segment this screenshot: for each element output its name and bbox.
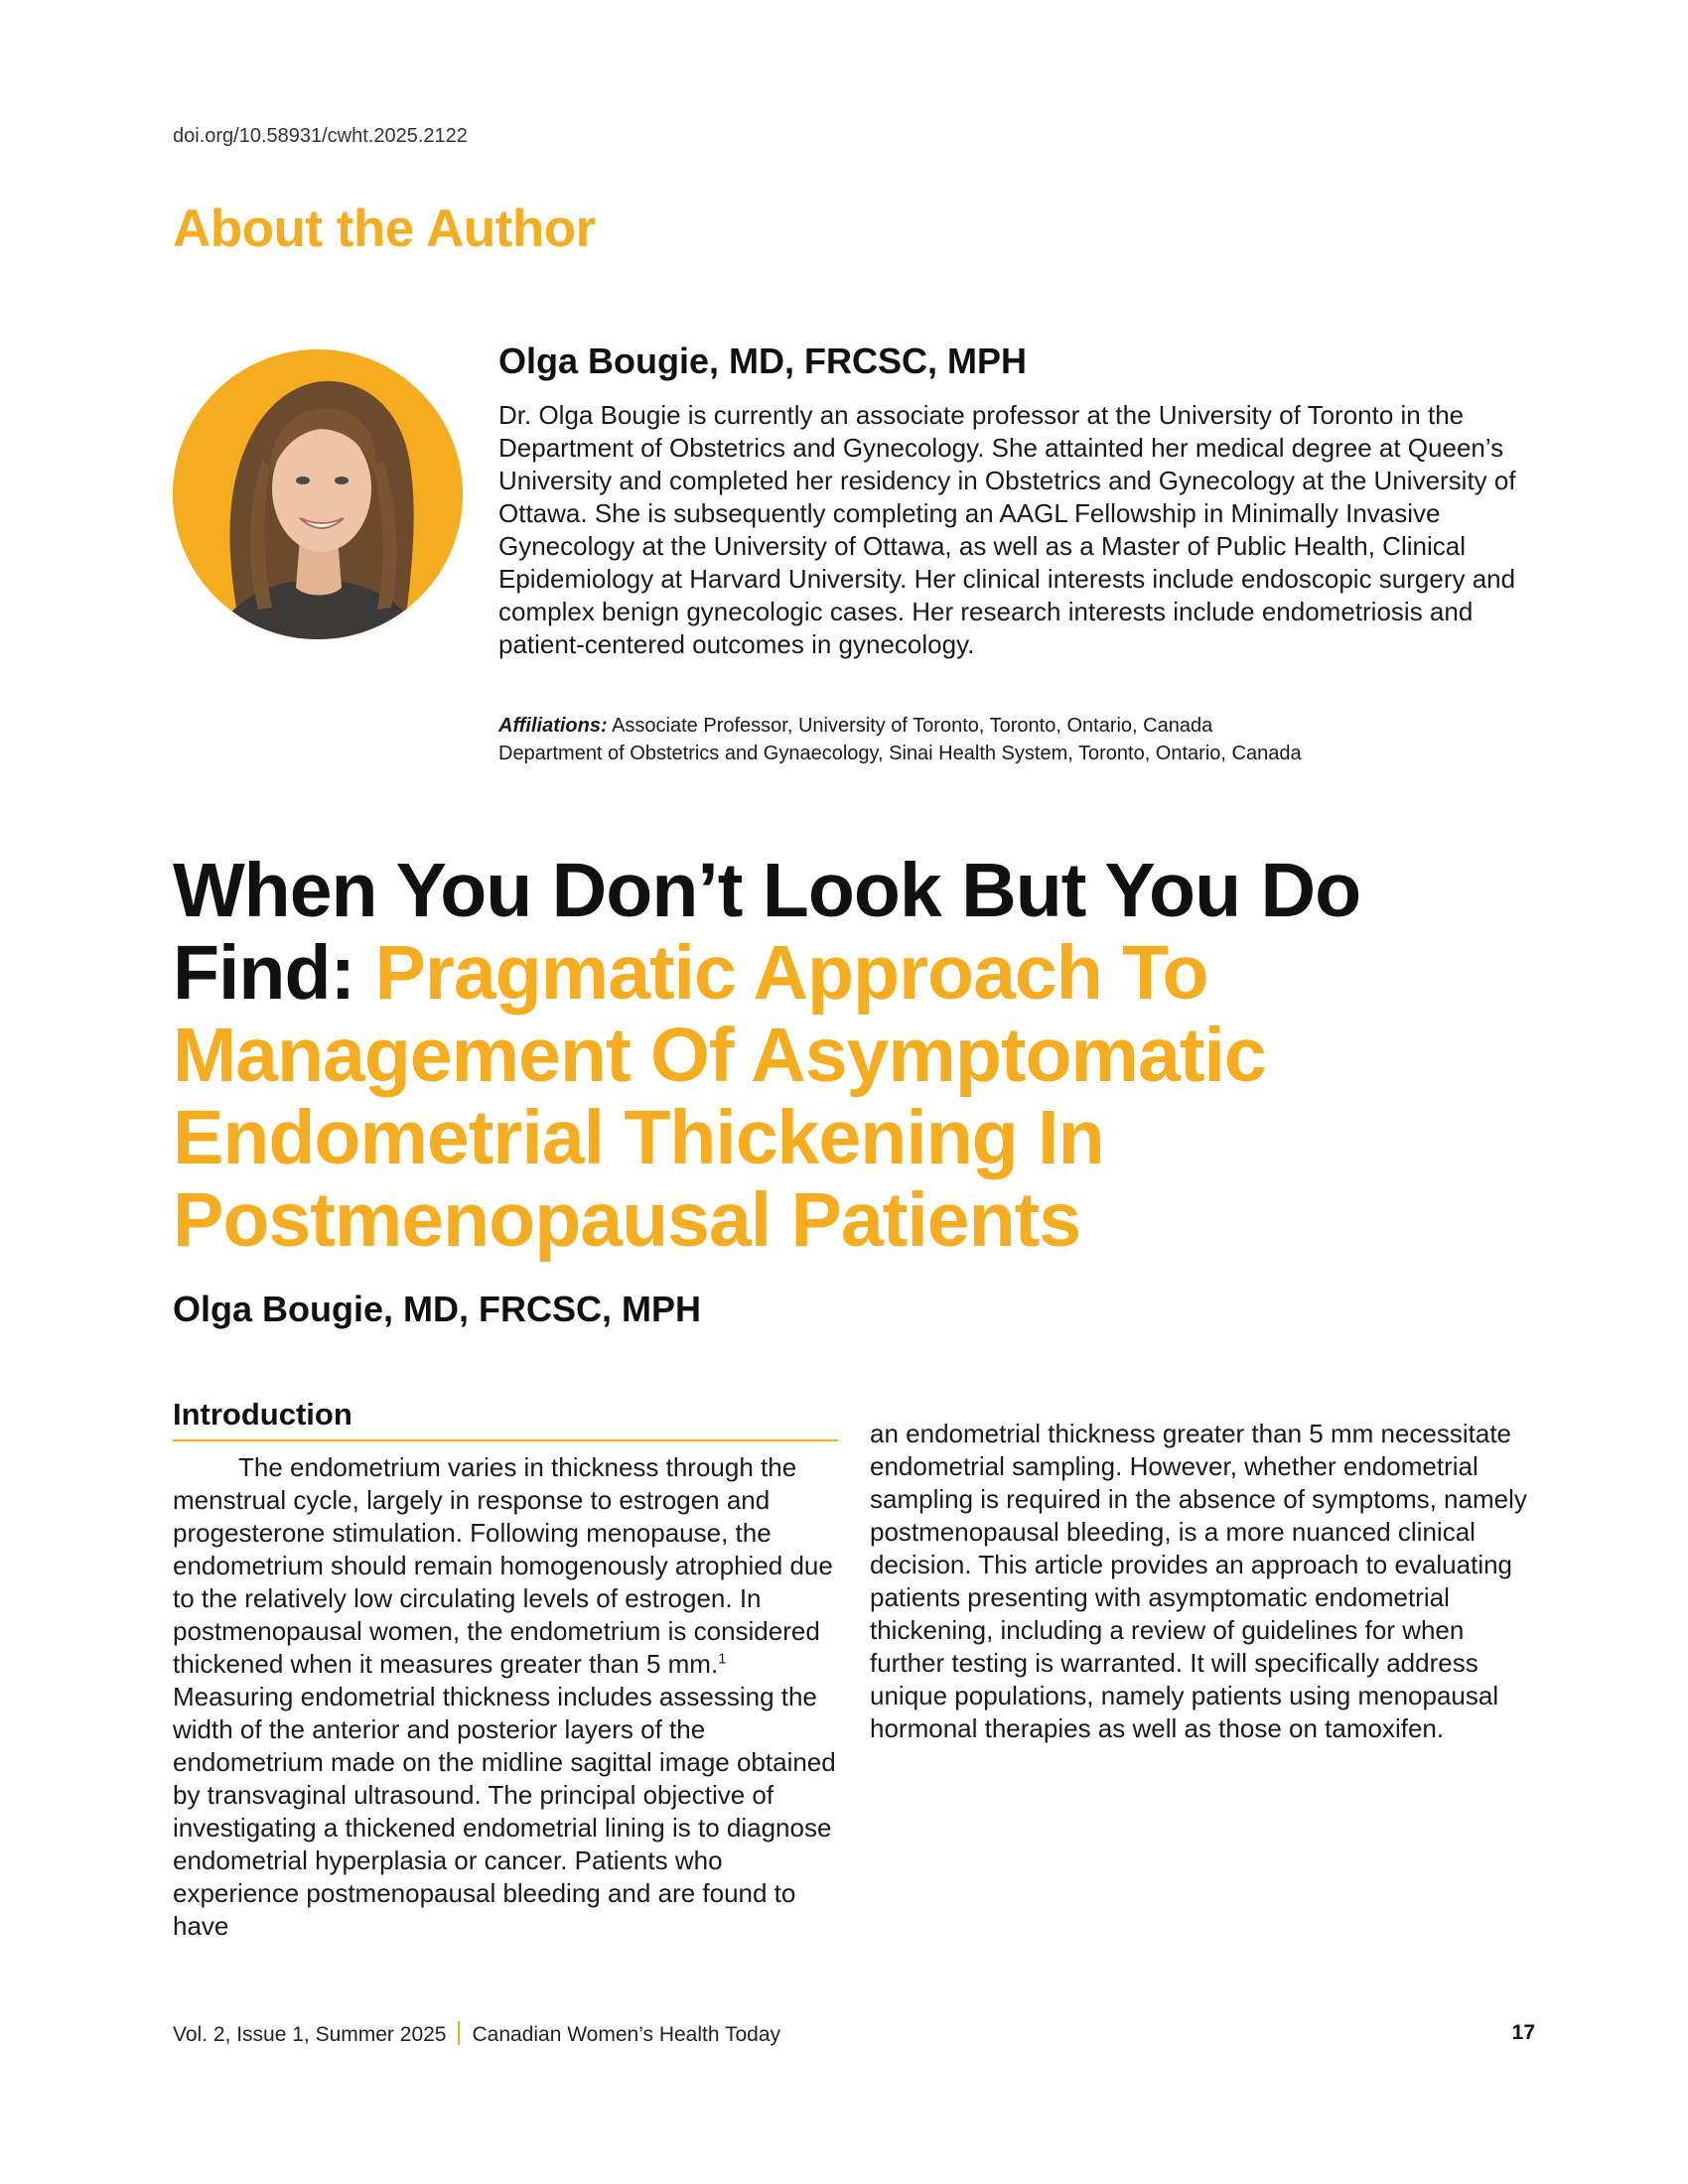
about-author-heading: About the Author	[173, 200, 596, 258]
article-title-lead: When You Don’t Look But You Do Find:	[173, 848, 1361, 1016]
affiliations	[498, 712, 1551, 767]
page-number: 17	[1511, 2021, 1535, 2044]
doi-link[interactable]: doi.org/10.58931/cwht.2025.2122	[173, 125, 468, 147]
footer-issue-info	[173, 2021, 780, 2047]
footer-journal: Canadian Women’s Health Today	[472, 2023, 781, 2046]
intro-column-2: an endometrial thickness greater than 5 mm necessitate endometrial sampling. However, whether endometrial sampling is required in the absence of symptoms, namely postmenopausal bleeding, is a more nuanced clinical decision. This article provides an approach to evaluating patients presenting with asymptomatic endometrial thickening, including a review of guidelines for when further testing is warranted. It will specifically address unique populations, namely patients using menopausal hormonal therapies as well as those on tamoxifen.	[870, 1419, 1527, 1743]
footer-issue: Vol. 2, Issue 1, Summer 2025	[173, 2023, 447, 2046]
author-portrait-icon	[173, 349, 463, 639]
section-divider	[173, 1439, 838, 1441]
author-bio: Dr. Olga Bougie is currently an associate professor at the University of Toronto in the Department of Obstetrics and Gynecology. She attainted her medical degree at Queen’s University and completed her residency in Obstetrics and Gynecology at the University of Ottawa. She is subsequently completing an AAGL Fellowship in Minimally Invasive Gynecology at the University of Ottawa, as well as a Master of Public Health, Clinical Epidemiology at Harvard University. Her clinical interests include endoscopic surgery and complex benign gynecologic cases. Her research interests include endometriosis and patient-centered outcomes in gynecology.	[498, 400, 1516, 659]
author-photo	[173, 349, 463, 639]
affiliation-line-1: Associate Professor, University of Toronto, Toronto, Ontario, Canada	[612, 715, 1213, 737]
article-title	[173, 850, 1523, 1262]
section-heading-introduction: Introduction	[173, 1397, 352, 1432]
article-byline: Olga Bougie, MD, FRCSC, MPH	[173, 1289, 702, 1329]
affiliations-label: Affiliations:	[498, 715, 608, 737]
author-name: Olga Bougie, MD, FRCSC, MPH	[498, 341, 1028, 381]
affiliation-line-2: Department of Obstetrics and Gynaecology, Sinai Health System, Toronto, Ontario, Canada	[498, 743, 1302, 764]
intro-column-1	[173, 1451, 838, 1943]
footer-separator	[458, 2021, 460, 2045]
intro-text-a: The endometrium varies in thickness through the menstrual cycle, largely in response to estrogen and progesterone stimulation. Following menopause, the endometrium should remain homogenously atrophied due to the relatively low circulating levels of estrogen. In postmenopausal women, the endometrium is considered thickened when it measures greater than 5 mm.	[173, 1452, 833, 1679]
intro-text-b: Measuring endometrial thickness includes assessing the width of the anterior and posterior layers of the endometrium made on the midline sagittal image obtained by transvaginal ultrasound. The principal objective of investigating a thickened endometrial lining is to diagnose endometrial hyperplasia or cancer. Patients who experience postmenopausal bleeding and are found to have	[173, 1682, 836, 1941]
article-title-accent: Pragmatic Approach To Management Of Asymptomatic Endometrial Thickening In Postmenopausal Patients	[173, 930, 1266, 1263]
reference-marker[interactable]: 1	[718, 1650, 727, 1668]
